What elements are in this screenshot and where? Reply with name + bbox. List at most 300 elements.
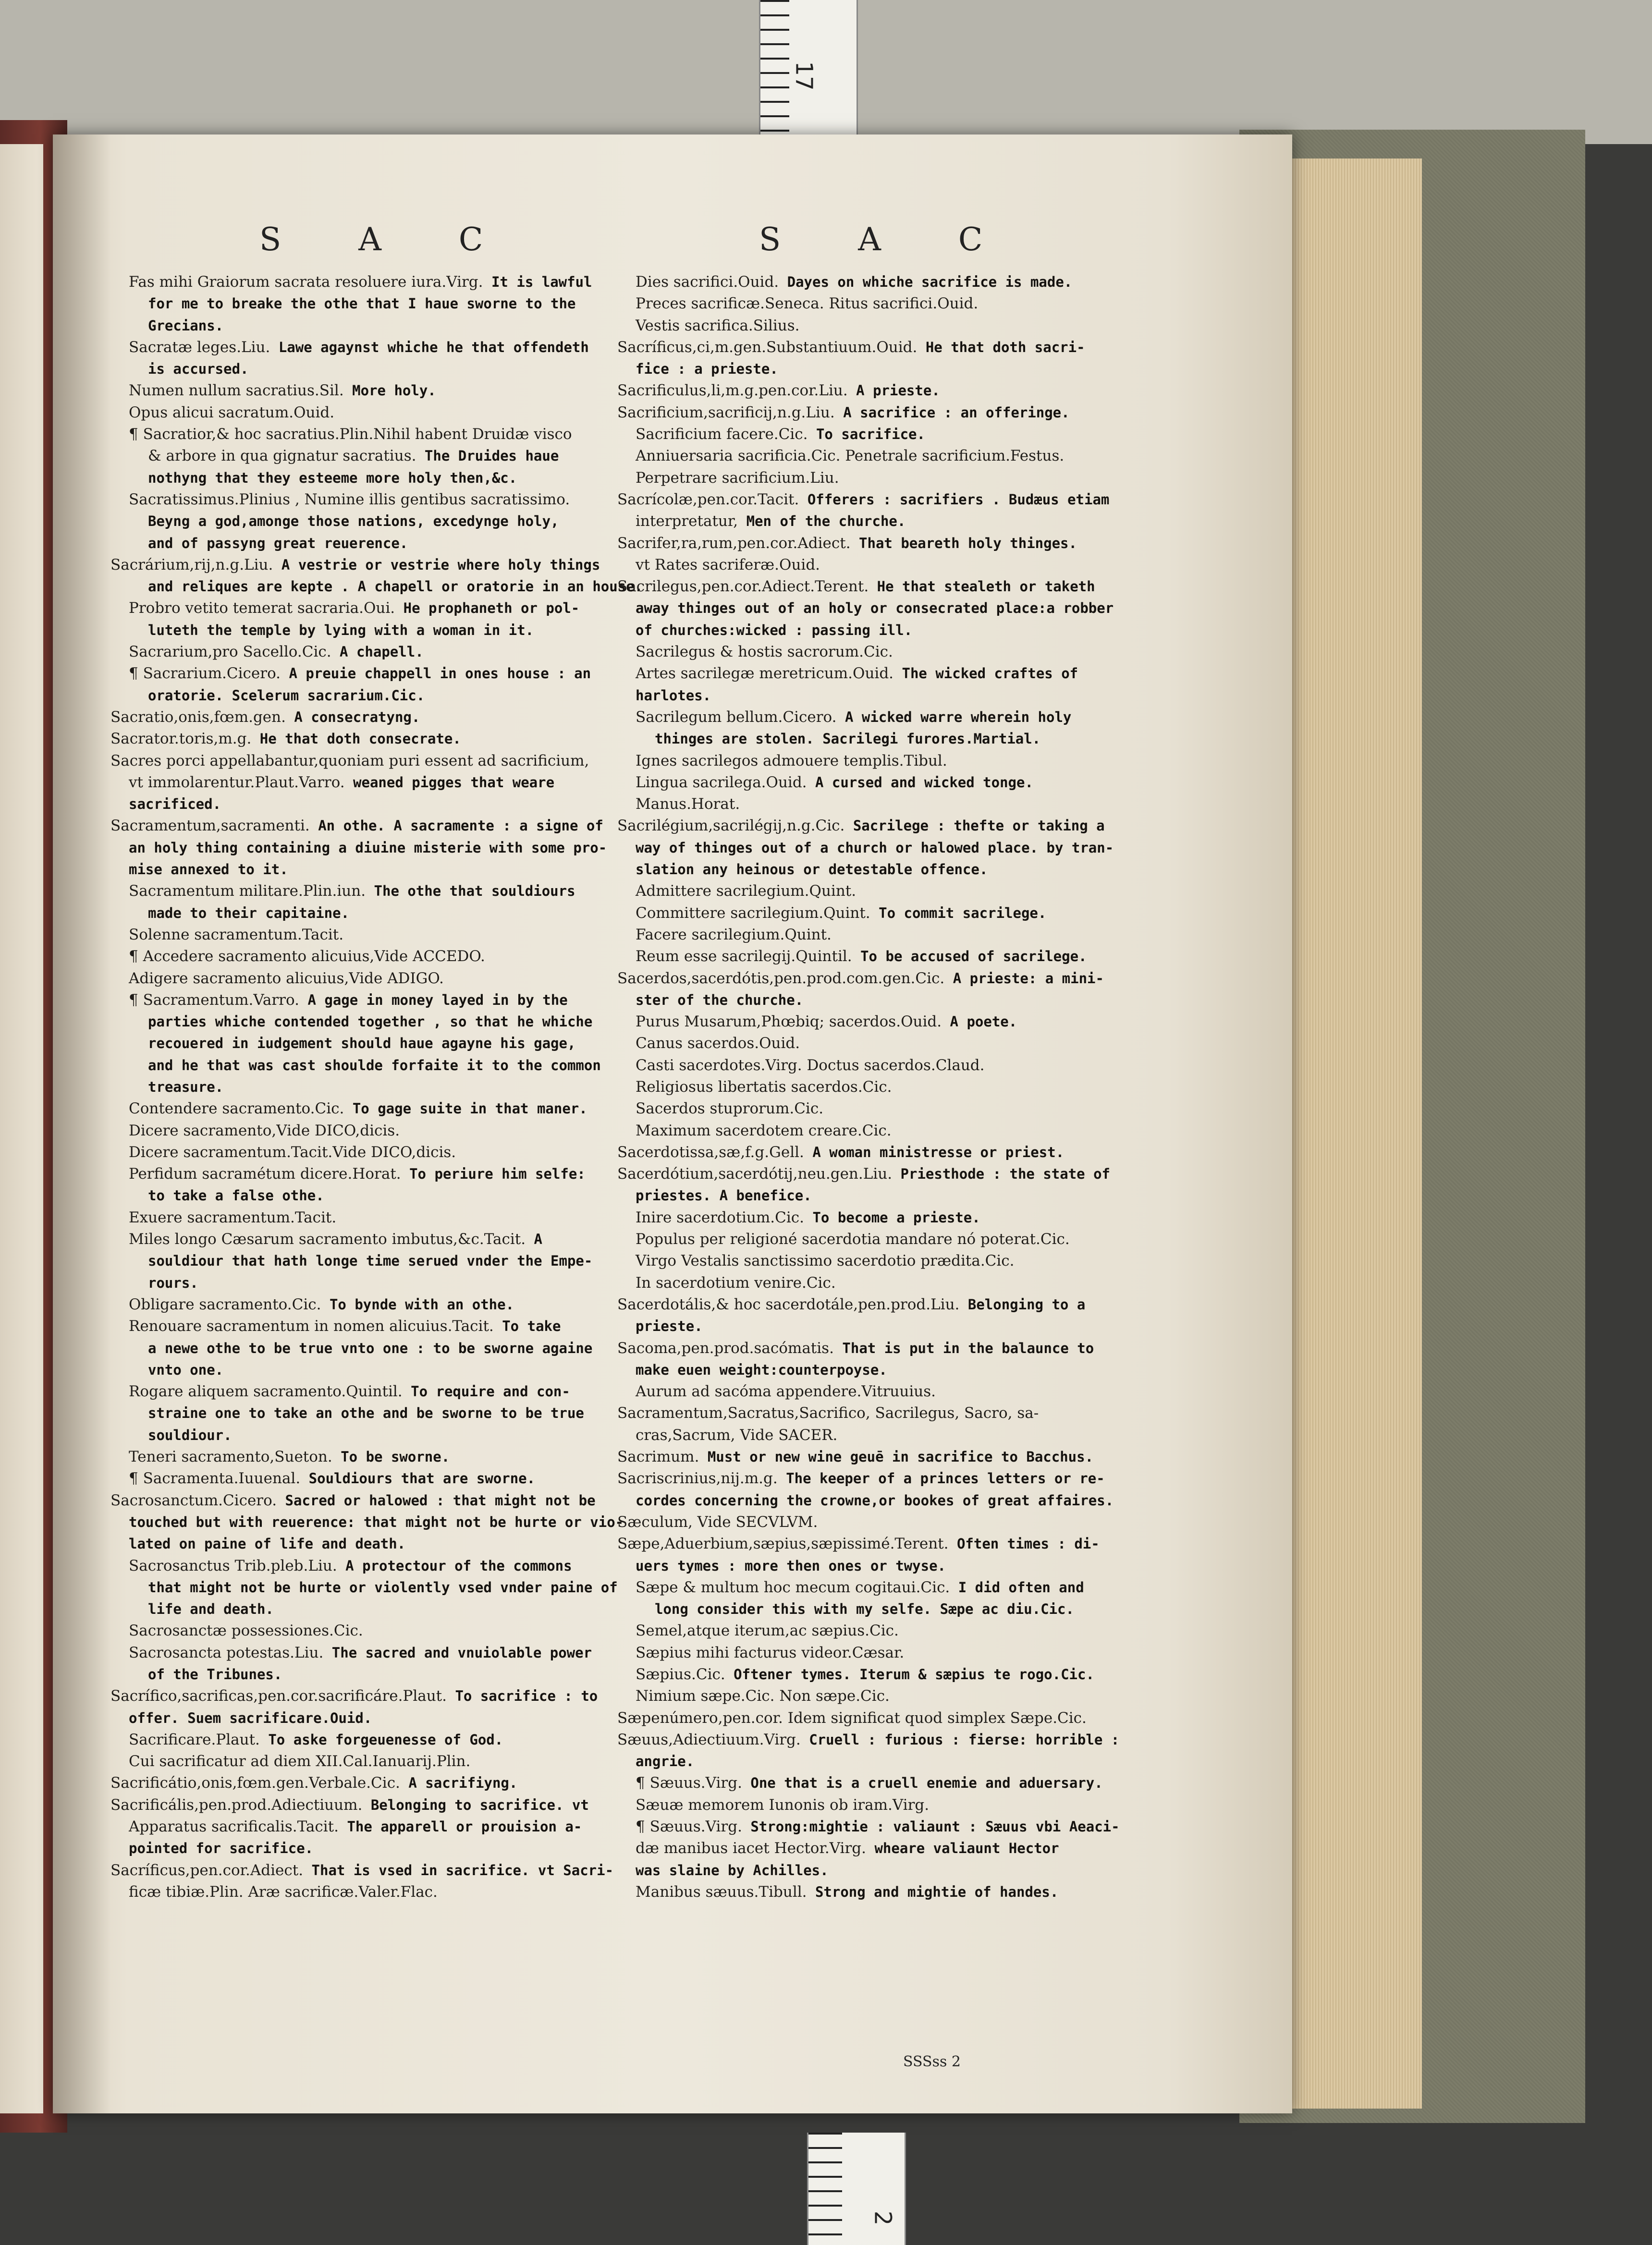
latin-text: Rogare aliquem sacramento.Quintil. [129, 1383, 403, 1401]
entry-line [617, 1207, 1165, 1229]
entry-line [110, 663, 653, 684]
english-gloss: That is vsed in sacrifice. vt Sacri- [303, 1862, 614, 1879]
latin-text: Ignes sacrilegos admouere templis.Tibul. [636, 752, 947, 769]
latin-text: Sacramentum militare.Plin.iun. [129, 882, 366, 900]
entry-line [617, 793, 1165, 815]
english-gloss: mise annexed to it. [129, 861, 288, 878]
english-gloss: I did often and [950, 1579, 1084, 1596]
facing-page-edge [0, 144, 43, 2113]
latin-text: Preces sacrificæ.Seneca. Ritus sacrifici.Ouid. [636, 295, 979, 313]
latin-text: dæ manibus iacet Hector.Virg. [636, 1840, 866, 1857]
left-column [110, 271, 653, 1903]
english-gloss: make euen weight:counterpoyse. [636, 1361, 887, 1378]
entry-line [617, 1598, 1165, 1620]
english-gloss: parties whiche contended together , so that he whiche [148, 1013, 593, 1030]
entry-line [617, 1642, 1165, 1664]
latin-text: Probro vetito temerat sacraria.Oui. [129, 599, 395, 617]
latin-text: Sacrificális,pen.prod.Adiectiuum. [110, 1796, 363, 1814]
entry-line [617, 707, 1165, 728]
entry-line [617, 1033, 1165, 1054]
english-gloss: The keeper of a princes letters or re- [777, 1470, 1105, 1487]
entry-line [617, 728, 1165, 750]
latin-text: Sacrilegus & hostis sacrorum.Cic. [636, 643, 893, 661]
latin-text: Sacrifer,ra,rum,pen.cor.Adiect. [617, 534, 851, 552]
english-gloss: offer. Suem sacrificare.Ouid. [129, 1709, 372, 1726]
entry-line [617, 1685, 1165, 1707]
entry-line [110, 1816, 653, 1838]
english-gloss: an holy thing containing a diuine misterie with some pro- [129, 839, 607, 856]
entry-line [617, 750, 1165, 772]
entry-line [110, 1294, 653, 1316]
latin-text: Dicere sacramento,Vide DICO,dicis. [129, 1122, 400, 1139]
entry-line [110, 880, 653, 902]
entry-line [617, 1708, 1165, 1729]
entry-line [617, 1185, 1165, 1207]
english-gloss: nothyng that they esteeme more holy then,&c. [148, 469, 517, 486]
entry-line [617, 1250, 1165, 1272]
latin-text: Purus Musarum,Phœbiq; sacerdos.Ouid. [636, 1013, 942, 1031]
entry-line [617, 989, 1165, 1011]
english-gloss: for me to breake the othe that I haue sworne to the [148, 295, 576, 312]
latin-text: Sacrificátio,onis,fœm.gen.Verbale.Cic. [110, 1774, 400, 1792]
english-gloss: recouered in iudgement should haue agayne his gage, [148, 1035, 576, 1052]
latin-text: Artes sacrilegæ meretricum.Ouid. [636, 665, 894, 683]
latin-text: Perpetrare sacrificium.Liu. [636, 469, 839, 487]
entry-line [617, 489, 1165, 511]
latin-text: Sacratissimus.Plinius , Numine illis gentibus sacratissimo. [129, 490, 570, 508]
english-gloss: To be accused of sacrilege. [852, 948, 1087, 965]
entry-line [617, 337, 1165, 358]
latin-text: Nimium sæpe.Cic. Non sæpe.Cic. [636, 1687, 890, 1705]
english-gloss: is accursed. [148, 361, 249, 378]
entry-line [617, 903, 1165, 924]
latin-text: Miles longo Cæsarum sacramento imbutus,&c.Tacit. [129, 1231, 526, 1248]
english-gloss: It is lawful [483, 274, 592, 290]
entry-line [617, 1142, 1165, 1163]
entry-line [110, 1055, 653, 1076]
latin-text: Sacrificulus,li,m.g.pen.cor.Liu. [617, 382, 848, 400]
entry-line [110, 337, 653, 358]
latin-text: Sacrilegum bellum.Cicero. [636, 708, 837, 726]
latin-text: Canus sacerdos.Ouid. [636, 1035, 800, 1052]
latin-text: Numen nullum sacratius.Sil. [129, 382, 344, 400]
entry-line [110, 358, 653, 380]
entry-line [617, 1751, 1165, 1772]
measuring-ruler-bottom [807, 2133, 906, 2245]
latin-text: ¶ Sacrarium.Cicero. [129, 665, 281, 683]
entry-line [617, 271, 1165, 293]
latin-text: cras,Sacrum, Vide SACER. [636, 1426, 838, 1444]
entry-line [110, 1772, 653, 1794]
english-gloss: of churches:wicked : passing ill. [636, 622, 913, 638]
latin-text: & arbore in qua gignatur sacratius. [148, 447, 416, 465]
latin-text: Maximum sacerdotem creare.Cic. [636, 1122, 892, 1139]
entry-line [110, 1076, 653, 1098]
entry-line [617, 358, 1165, 380]
english-gloss: fice : a prieste. [636, 361, 778, 378]
entry-line [617, 402, 1165, 424]
entry-line [110, 1338, 653, 1359]
latin-text: Sacoma,pen.prod.sacómatis. [617, 1339, 834, 1357]
entry-line [617, 445, 1165, 467]
latin-text: Sacrilégium,sacrilégij,n.g.Cic. [617, 817, 845, 835]
entry-line [617, 1011, 1165, 1033]
english-gloss: One that is a cruell enemie and aduersary. [742, 1775, 1103, 1792]
latin-text: Sæpius.Cic. [636, 1666, 725, 1683]
latin-text: Dicere sacramentum.Tacit.Vide DICO,dicis. [129, 1143, 456, 1161]
entry-line [110, 1881, 653, 1903]
latin-text: Sacrificare.Plaut. [129, 1731, 260, 1748]
entry-line [617, 1881, 1165, 1903]
english-gloss: A wicked warre wherein holy [836, 708, 1072, 725]
entry-line [110, 1446, 653, 1468]
entry-line [110, 1664, 653, 1685]
latin-text: Manibus sæuus.Tibull. [636, 1883, 807, 1901]
latin-text: Sæpe,Aduerbium,sæpius,sæpissimé.Terent. [617, 1535, 949, 1553]
entry-line [617, 1272, 1165, 1294]
latin-text: Dies sacrifici.Ouid. [636, 273, 779, 291]
entry-line [110, 1163, 653, 1185]
latin-text: Sacres porci appellabantur,quoniam puri essent ad sacrificium, [110, 752, 589, 769]
english-gloss: harlotes. [636, 687, 711, 704]
latin-text: Sacrosanctum.Cicero. [110, 1491, 277, 1509]
english-gloss: long consider this with my selfe. Sæpe ac diu.Cic. [655, 1601, 1074, 1618]
english-gloss: and he that was cast shoulde forfaite it to the common [148, 1057, 601, 1074]
english-gloss: Often times : di- [948, 1536, 1100, 1552]
page-gutter-shadow [53, 134, 110, 2113]
measuring-ruler-top [759, 0, 858, 154]
entry-line [110, 772, 653, 793]
entry-line [110, 576, 653, 598]
entry-line [617, 467, 1165, 489]
entry-line [110, 924, 653, 946]
entry-line [110, 1381, 653, 1403]
entry-line [110, 1229, 653, 1250]
latin-text: interpretatur, [636, 512, 738, 530]
english-gloss: To aske forgeuenesse of God. [259, 1731, 503, 1748]
entry-line [617, 1490, 1165, 1512]
latin-text: Sacerdotális,& hoc sacerdotále,pen.prod.Liu. [617, 1295, 960, 1313]
english-gloss: slation any heinous or detestable offence. [636, 861, 988, 878]
entry-line [110, 598, 653, 619]
entry-line [110, 402, 653, 424]
entry-line [617, 924, 1165, 946]
latin-text: ¶ Sacratior,& hoc sacratius.Plin.Nihil habent Druidæ visco [129, 426, 572, 443]
latin-text: Sæuæ memorem Iunonis ob iram.Virg. [636, 1796, 930, 1814]
english-gloss: A vestrie or vestrie where holy things [273, 556, 600, 573]
entry-line [110, 1490, 653, 1512]
latin-text: vt Rates sacriferæ.Ouid. [636, 556, 820, 573]
latin-text: Sacerdos stuprorum.Cic. [636, 1100, 824, 1118]
entry-line [110, 1425, 653, 1446]
entry-line [617, 1359, 1165, 1381]
latin-text: ¶ Accedere sacramento alicuius,Vide ACCEDO. [129, 948, 485, 965]
ruler-number: 17 [790, 61, 818, 91]
english-gloss: Men of the churche. [738, 513, 906, 530]
entry-line [110, 380, 653, 402]
entry-line [617, 685, 1165, 707]
latin-text: Manus.Horat. [636, 795, 740, 813]
running-head-right: S A C [759, 221, 1016, 258]
entry-line [617, 1076, 1165, 1098]
entry-line [110, 467, 653, 489]
running-head-left: S A C [259, 221, 517, 258]
entry-line [617, 880, 1165, 902]
english-gloss: A prieste: a mini- [944, 970, 1104, 987]
latin-text: Admittere sacrilegium.Quint. [636, 882, 857, 900]
entry-line [110, 1185, 653, 1207]
english-gloss: The Druides haue [416, 448, 559, 464]
entry-line [617, 598, 1165, 619]
english-gloss: More holy. [343, 382, 436, 399]
english-gloss: souldiour that hath longe time serued vnder the Empe- [148, 1253, 593, 1269]
english-gloss: He that doth sacri- [917, 339, 1085, 355]
latin-text: Fas mihi Graiorum sacrata resoluere iura.Virg. [129, 273, 483, 291]
english-gloss: life and death. [148, 1601, 274, 1618]
latin-text: ¶ Sæuus.Virg. [636, 1818, 742, 1836]
english-gloss: A woman ministresse or priest. [804, 1144, 1065, 1160]
entry-line [617, 1446, 1165, 1468]
latin-text: Adigere sacramento alicuius,Vide ADIGO. [129, 969, 444, 987]
english-gloss: The sacred and vnuiolable power [323, 1644, 592, 1661]
english-gloss: A cursed and wicked tonge. [807, 774, 1033, 791]
entry-line [617, 1555, 1165, 1577]
entry-line [110, 1598, 653, 1620]
english-gloss: A [526, 1231, 542, 1248]
english-gloss: Sacred or halowed : that might not be [277, 1492, 596, 1509]
english-gloss: angrie. [636, 1753, 695, 1770]
english-gloss: A preuie chappell in ones house : an [281, 665, 591, 682]
english-gloss: oratorie. Scelerum sacrarium.Cic. [148, 687, 425, 704]
latin-text: Semel,atque iterum,ac sæpius.Cic. [636, 1622, 899, 1640]
entry-line [110, 1729, 653, 1751]
entry-line [617, 576, 1165, 598]
entry-line [617, 1533, 1165, 1555]
entry-line [617, 293, 1165, 315]
entry-line [110, 1838, 653, 1859]
entry-line [110, 1098, 653, 1120]
entry-line [617, 1664, 1165, 1685]
english-gloss: To gage suite in that maner. [344, 1100, 587, 1117]
english-gloss: Strong and mightie of handes. [807, 1883, 1059, 1900]
english-gloss: cordes concerning the crowne,or bookes of great affaires. [636, 1492, 1114, 1509]
entry-line [617, 968, 1165, 989]
entry-line [110, 1533, 653, 1555]
latin-text: Inire sacerdotium.Cic. [636, 1208, 805, 1226]
english-gloss: Cruell : furious : fierse: horrible : [800, 1731, 1120, 1748]
latin-text: ficæ tibiæ.Plin. Aræ sacrificæ.Valer.Flac. [129, 1883, 438, 1901]
entry-line [617, 1381, 1165, 1403]
entry-line [617, 1816, 1165, 1838]
latin-text: Sæpius mihi facturus videor.Cæsar. [636, 1644, 905, 1661]
entry-line [617, 1425, 1165, 1446]
english-gloss: Oftener tymes. Iterum & sæpius te rogo.Cic. [725, 1666, 1094, 1683]
latin-text: Sacramentum,sacramenti. [110, 817, 310, 835]
english-gloss: wheare valiaunt Hector [866, 1840, 1059, 1857]
english-gloss: To be sworne. [332, 1449, 450, 1465]
latin-text: Committere sacrilegium.Quint. [636, 904, 870, 922]
entry-line [110, 1011, 653, 1033]
latin-text: Sacerdótium,sacerdótij,neu.gen.Liu. [617, 1165, 893, 1183]
english-gloss: To commit sacrilege. [870, 904, 1047, 921]
latin-text: Sacrosanctus Trib.pleb.Liu. [129, 1557, 337, 1574]
latin-text: Sacrimum. [617, 1448, 699, 1466]
latin-text: Sacrator.toris,m.g. [110, 730, 252, 748]
entry-line [617, 1772, 1165, 1794]
latin-text: Teneri sacramento,Sueton. [129, 1448, 332, 1466]
entry-line [617, 533, 1165, 554]
latin-text: Reum esse sacrilegij.Quintil. [636, 948, 852, 965]
english-gloss: sacrificed. [129, 796, 221, 813]
entry-line [110, 1120, 653, 1142]
latin-text: Sæpenúmero,pen.cor. Idem significat quod simplex Sæpe.Cic. [617, 1709, 1087, 1727]
entry-line [617, 1512, 1165, 1533]
entry-line [617, 424, 1165, 445]
entry-line [110, 685, 653, 707]
entry-line [110, 293, 653, 315]
entry-line [617, 1316, 1165, 1337]
signature-mark: SSSss 2 [903, 2053, 961, 2070]
entry-line [617, 511, 1165, 532]
entry-line [617, 1860, 1165, 1881]
entry-line [110, 1359, 653, 1381]
latin-text: Sacramentum,Sacratus,Sacrifico, Sacrilegus, Sacro, sa- [617, 1404, 1039, 1422]
english-gloss: weaned pigges that weare [344, 774, 555, 791]
english-gloss: a newe othe to be true vnto one : to be sworne againe [148, 1340, 593, 1356]
english-gloss: pointed for sacrifice. [129, 1840, 314, 1857]
english-gloss: Souldiours that are sworne. [300, 1470, 536, 1487]
latin-text: Sacrífico,sacrificas,pen.cor.sacrificáre.Plaut. [110, 1687, 447, 1705]
english-gloss: A sacrifice : an offeringe. [834, 404, 1070, 421]
entry-line [617, 772, 1165, 793]
entry-line [110, 1794, 653, 1816]
entry-line [110, 750, 653, 772]
entry-line [110, 620, 653, 641]
latin-text: Opus alicui sacratum.Ouid. [129, 403, 335, 421]
entry-line [110, 1620, 653, 1642]
latin-text: ¶ Sacramentum.Varro. [129, 991, 299, 1009]
entry-line [110, 1033, 653, 1054]
entry-line [110, 533, 653, 554]
english-gloss: thinges are stolen. Sacrilegi furores.Martial. [655, 731, 1041, 747]
english-gloss: Sacrilege : thefte or taking a [844, 817, 1105, 834]
latin-text: Sacrificium facere.Cic. [636, 426, 808, 443]
english-gloss: To bynde with an othe. [321, 1296, 514, 1313]
latin-text: Sacerdos,sacerdótis,pen.prod.com.gen.Cic. [617, 969, 945, 987]
latin-text: Vestis sacrifica.Silius. [636, 317, 800, 334]
latin-text: Cui sacrificatur ad diem XII.Cal.Ianuarij.Plin. [129, 1753, 471, 1770]
latin-text: Sacríficus,ci,m.gen.Substantiuum.Ouid. [617, 338, 918, 356]
latin-text: ¶ Sacramenta.Iuuenal. [129, 1470, 301, 1488]
entry-line [617, 946, 1165, 967]
entry-line [110, 815, 653, 837]
entry-line [617, 1098, 1165, 1120]
entry-line [110, 728, 653, 750]
english-gloss: treasure. [148, 1078, 224, 1095]
english-gloss: straine one to take an othe and be sworne to be true [148, 1405, 584, 1422]
english-gloss: That is put in the balaunce to [833, 1340, 1094, 1356]
entry-line [617, 1620, 1165, 1642]
english-gloss: A chapell. [331, 644, 424, 660]
latin-text: Sacrificium,sacrificij,n.g.Liu. [617, 403, 835, 421]
latin-text: Sæuus,Adiectiuum.Virg. [617, 1731, 801, 1748]
english-gloss: He that stealeth or taketh [869, 578, 1095, 595]
entry-line [110, 1555, 653, 1577]
english-gloss: Grecians. [148, 317, 224, 334]
english-gloss: made to their capitaine. [148, 904, 350, 921]
entry-line [110, 1751, 653, 1772]
latin-text: Sacrárium,rij,n.g.Liu. [110, 556, 273, 573]
entry-line [617, 1403, 1165, 1424]
latin-text: Solenne sacramentum.Tacit. [129, 926, 344, 943]
entry-line [110, 989, 653, 1011]
entry-line [110, 1860, 653, 1881]
english-gloss: A consecratyng. [285, 708, 420, 725]
english-gloss: A protectour of the commons [337, 1557, 572, 1574]
english-gloss: An othe. A sacramente : a signe of [309, 817, 603, 834]
entry-line [110, 271, 653, 293]
latin-text: Sæpe & multum hoc mecum cogitaui.Cic. [636, 1578, 950, 1596]
entry-line [110, 707, 653, 728]
entry-line [617, 380, 1165, 402]
entry-line [110, 1708, 653, 1729]
english-gloss: Belonging to a [959, 1296, 1086, 1313]
entry-line [617, 1838, 1165, 1859]
latin-text: Aurum ad sacóma appendere.Vitruuius. [636, 1383, 936, 1401]
entry-line [617, 859, 1165, 880]
entry-line [110, 1250, 653, 1272]
entry-line [110, 511, 653, 532]
english-gloss: of the Tribunes. [148, 1666, 282, 1683]
english-gloss: was slaine by Achilles. [636, 1862, 829, 1879]
latin-text: Renouare sacramentum in nomen alicuius.Tacit. [129, 1318, 494, 1335]
latin-text: Sacrosancta potestas.Liu. [129, 1644, 324, 1661]
entry-line [617, 837, 1165, 859]
entry-line [110, 1316, 653, 1337]
entry-line [617, 1055, 1165, 1076]
english-gloss: Lawe agaynst whiche he that offendeth [270, 339, 589, 355]
latin-text: Anniuersaria sacrificia.Cic. Penetrale sacrificium.Festus. [636, 447, 1065, 465]
english-gloss: Offerers : sacrifiers . Budæus etiam [799, 491, 1110, 508]
latin-text: Sacrilegus,pen.cor.Adiect.Terent. [617, 578, 869, 596]
entry-line [110, 903, 653, 924]
latin-text: vt immolarentur.Plaut.Varro. [129, 773, 345, 791]
english-gloss: The othe that souldiours [366, 883, 575, 900]
entry-line [617, 1120, 1165, 1142]
latin-text: Populus per religioné sacerdotia mandare nó poterat.Cic. [636, 1231, 1070, 1248]
english-gloss: He prophaneth or pol- [395, 600, 580, 617]
latin-text: Sacrosanctæ possessiones.Cic. [129, 1622, 363, 1640]
entry-line [617, 641, 1165, 663]
entry-line [617, 663, 1165, 684]
latin-text: Sacrícolæ,pen.cor.Tacit. [617, 490, 799, 508]
ruler-number: 2 [869, 2210, 896, 2226]
english-gloss: To take [493, 1318, 561, 1335]
latin-text: Sacrarium,pro Sacello.Cic. [129, 643, 331, 661]
entry-line [617, 1229, 1165, 1250]
english-gloss: The apparell or prouision a- [338, 1818, 582, 1835]
latin-text: In sacerdotium venire.Cic. [636, 1274, 836, 1292]
latin-text: Casti sacerdotes.Virg. Doctus sacerdos.Claud. [636, 1056, 985, 1074]
english-gloss: Priesthode : the state of [892, 1166, 1111, 1183]
entry-line [617, 1577, 1165, 1598]
right-column [617, 271, 1165, 1903]
entry-line [110, 424, 653, 445]
latin-text: Contendere sacramento.Cic. [129, 1100, 344, 1118]
entry-line [110, 946, 653, 967]
english-gloss: To periure him selfe: [401, 1166, 586, 1183]
english-gloss: ster of the churche. [636, 991, 804, 1008]
